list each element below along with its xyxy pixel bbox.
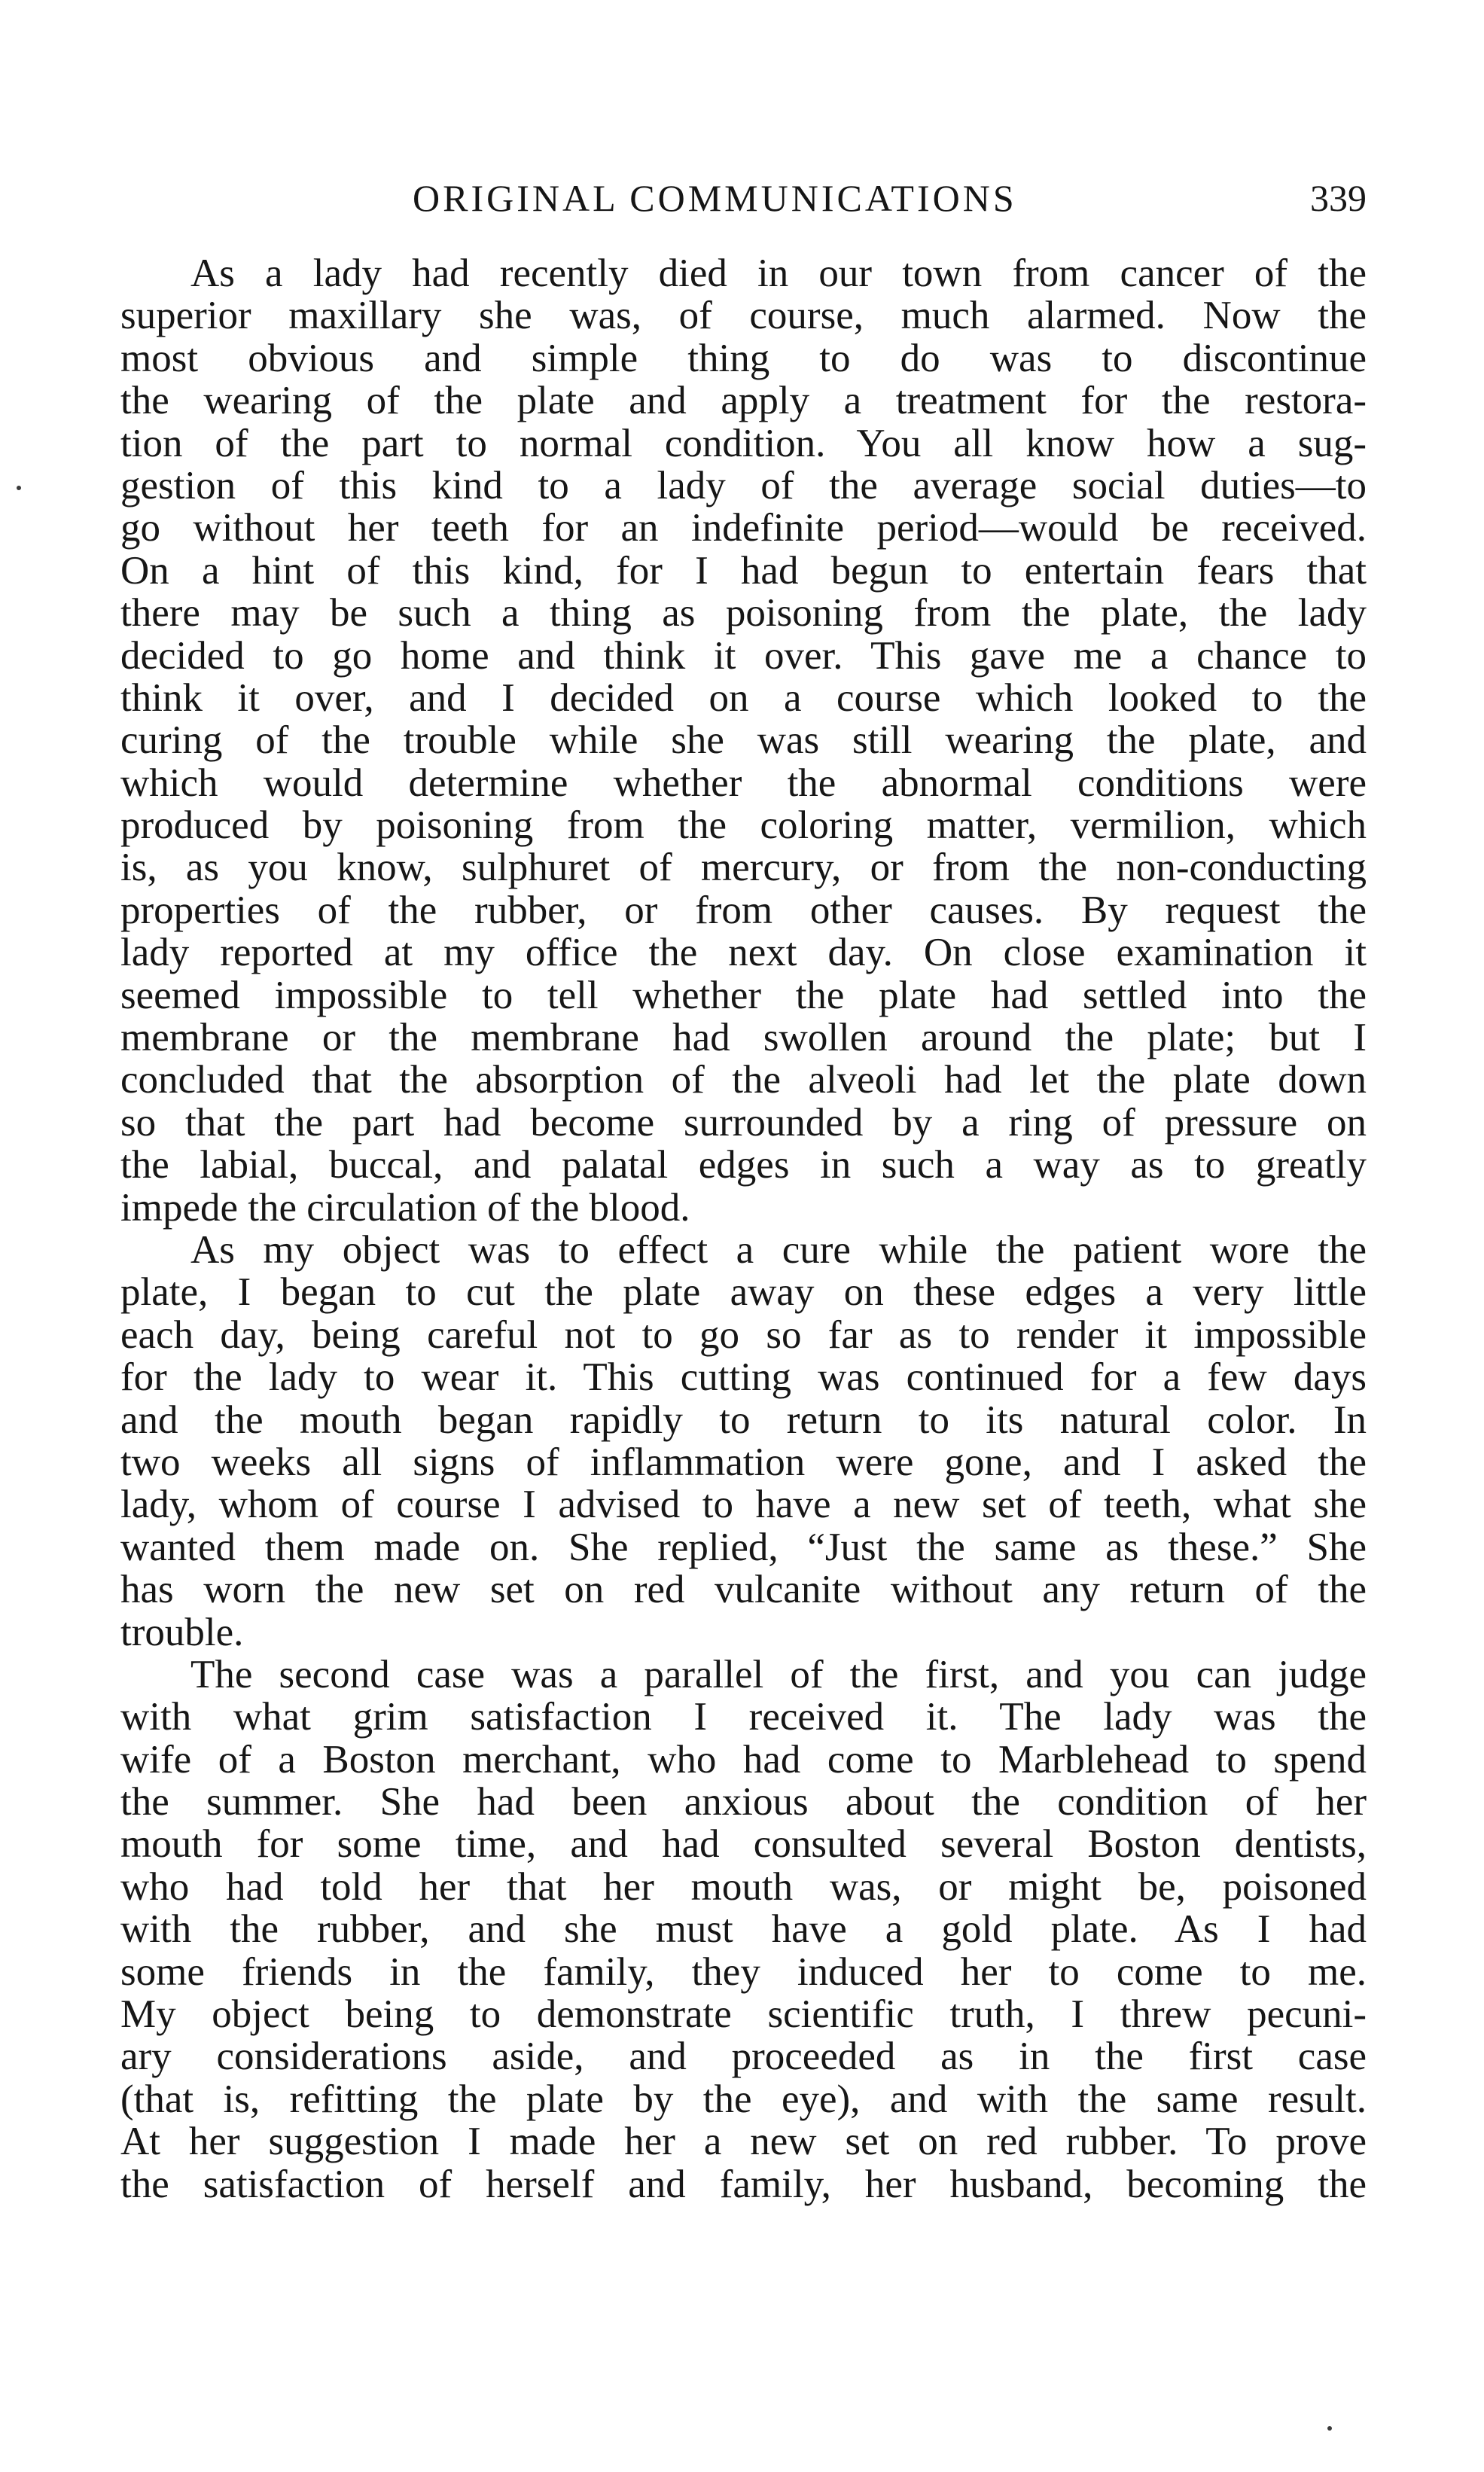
text-line: At her suggestion I made her a new set on red rubber. To prove <box>120 2120 1367 2164</box>
text-line: membrane or the membrane had swollen around the plate; but I <box>120 1016 1367 1060</box>
text-line: As my object was to effect a cure while the patient wore the <box>190 1227 1367 1272</box>
text-line: with what grim satisfaction I received it. The lady was the <box>120 1695 1367 1739</box>
page-number: 339 <box>1310 177 1367 219</box>
text-line: for the lady to wear it. This cutting was continued for a few days <box>120 1355 1367 1400</box>
text-line: superior maxillary she was, of course, much alarmed. Now the <box>120 294 1367 338</box>
text-line: lady, whom of course I advised to have a new set of teeth, what she <box>120 1483 1367 1527</box>
text-line: produced by poisoning from the coloring matter, vermilion, which <box>120 803 1367 848</box>
text-line: some friends in the family, they induced her to come to me. <box>120 1949 1367 1994</box>
text-line: seemed impossible to tell whether the plate had settled into the <box>120 973 1367 1017</box>
text-line: the labial, buccal, and palatal edges in such a way as to greatly <box>120 1143 1367 1187</box>
margin-speck <box>1327 2426 1332 2431</box>
text-line: impede the circulation of the blood. <box>120 1185 690 1230</box>
text-line: mouth for some time, and had consulted several Boston dentists, <box>120 1822 1367 1867</box>
text-line: which would determine whether the abnormal conditions were <box>120 760 1367 805</box>
text-line: decided to go home and think it over. This gave me a chance to <box>120 633 1367 678</box>
text-line: and the mouth began rapidly to return to its natural color. In <box>120 1398 1367 1442</box>
text-line: the satisfaction of herself and family, her husband, becoming the <box>120 2162 1367 2206</box>
text-line: is, as you know, sulphuret of mercury, or from the non-conducting <box>120 846 1367 890</box>
text-line: think it over, and I decided on a course which looked to the <box>120 675 1367 720</box>
text-line: the wearing of the plate and apply a treatment for the restora- <box>120 379 1367 423</box>
text-line: curing of the trouble while she was still wearing the plate, and <box>120 718 1367 763</box>
text-line: On a hint of this kind, for I had begun to entertain fears that <box>120 548 1367 593</box>
text-line: The second case was a parallel of the first, and you can judge <box>190 1652 1367 1696</box>
text-line: wife of a Boston merchant, who had come to Marblehead to spend <box>120 1737 1367 1782</box>
body-text <box>120 252 1367 2205</box>
text-line: two weeks all signs of inflammation were gone, and I asked the <box>120 1440 1367 1484</box>
text-line: lady reported at my office the next day. On close examination it <box>120 931 1367 975</box>
text-line: so that the part had become surrounded by a ring of pressure on <box>120 1100 1367 1145</box>
running-title: ORIGINAL COMMUNICATIONS <box>413 177 1017 219</box>
text-line: plate, I began to cut the plate away on these edges a very little <box>120 1270 1367 1315</box>
margin-speck <box>17 486 21 490</box>
text-line: ary considerations aside, and proceeded as in the first case <box>120 2035 1367 2079</box>
text-line: As a lady had recently died in our town from cancer of the <box>190 251 1367 295</box>
running-header <box>120 172 1367 224</box>
text-line: trouble. <box>120 1610 244 1654</box>
text-line: with the rubber, and she must have a gold plate. As I had <box>120 1907 1367 1952</box>
text-line: the summer. She had been anxious about the condition of her <box>120 1780 1367 1824</box>
text-line: who had told her that her mouth was, or might be, poisoned <box>120 1864 1367 1909</box>
text-line: My object being to demonstrate scientific truth, I threw pecuni- <box>120 1992 1367 2037</box>
text-line: wanted them made on. She replied, “Just the same as these.” She <box>120 1525 1367 1569</box>
text-line: gestion of this kind to a lady of the average social duties—to <box>120 463 1367 508</box>
text-line: (that is, refitting the plate by the eye), and with the same result. <box>120 2077 1367 2121</box>
text-line: has worn the new set on red vulcanite without any return of the <box>120 1568 1367 1612</box>
text-line: tion of the part to normal condition. You all know how a sug- <box>120 421 1367 465</box>
text-line: most obvious and simple thing to do was to discontinue <box>120 336 1367 380</box>
text-line: properties of the rubber, or from other causes. By request the <box>120 888 1367 932</box>
text-line: concluded that the absorption of the alveoli had let the plate down <box>120 1058 1367 1102</box>
text-line: there may be such a thing as poisoning from the plate, the lady <box>120 591 1367 636</box>
text-line: go without her teeth for an indefinite period—would be received. <box>120 506 1367 550</box>
text-line: each day, being careful not to go so far as to render it impossible <box>120 1312 1367 1357</box>
